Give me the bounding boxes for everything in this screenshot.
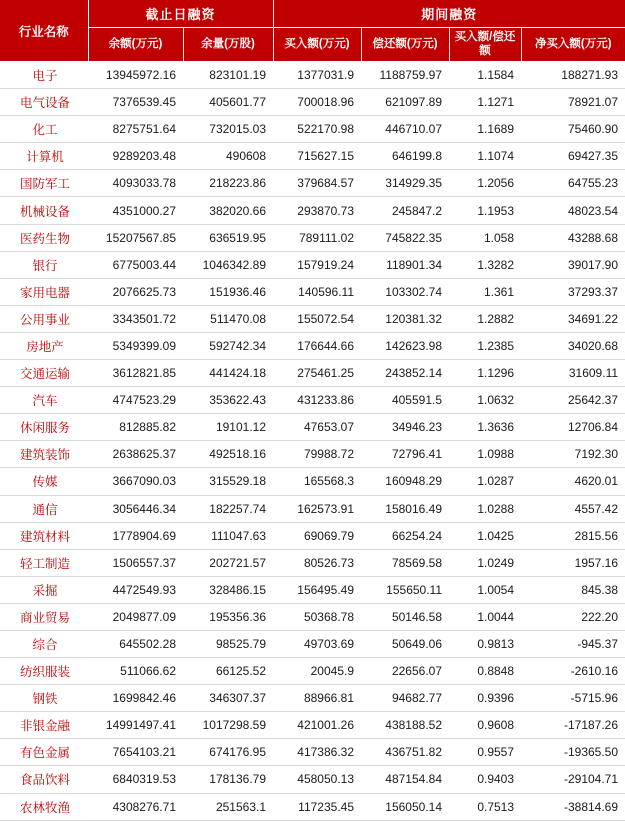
cell-repay-amount: 103302.74 bbox=[361, 278, 449, 305]
table-row bbox=[0, 630, 625, 657]
cell-repay-amount: 34946.23 bbox=[361, 414, 449, 441]
cell-balance-amount: 4308276.71 bbox=[88, 793, 183, 820]
header-net-buy-amount: 净买入额(万元) bbox=[521, 28, 625, 62]
cell-net-buy-amount: -5715.96 bbox=[521, 685, 625, 712]
table-header-group-row bbox=[0, 0, 625, 28]
cell-buy-amount: 379684.57 bbox=[273, 170, 361, 197]
header-buy-amount: 买入额(万元) bbox=[273, 28, 361, 62]
cell-buy-repay-ratio: 1.0988 bbox=[449, 441, 521, 468]
cell-repay-amount: 243852.14 bbox=[361, 360, 449, 387]
cell-balance-amount: 14991497.41 bbox=[88, 712, 183, 739]
cell-balance-volume: 1046342.89 bbox=[183, 251, 273, 278]
cell-buy-amount: 140596.11 bbox=[273, 278, 361, 305]
cell-industry-name: 传媒 bbox=[0, 468, 88, 495]
cell-industry-name: 休闲服务 bbox=[0, 414, 88, 441]
cell-buy-amount: 165568.3 bbox=[273, 468, 361, 495]
cell-repay-amount: 158016.49 bbox=[361, 495, 449, 522]
table-row bbox=[0, 712, 625, 739]
cell-repay-amount: 118901.34 bbox=[361, 251, 449, 278]
cell-balance-amount: 6775003.44 bbox=[88, 251, 183, 278]
table-row bbox=[0, 495, 625, 522]
cell-buy-amount: 69069.79 bbox=[273, 522, 361, 549]
header-industry-name: 行业名称 bbox=[0, 0, 88, 62]
cell-repay-amount: 745822.35 bbox=[361, 224, 449, 251]
cell-repay-amount: 487154.84 bbox=[361, 766, 449, 793]
cell-buy-amount: 155072.54 bbox=[273, 305, 361, 332]
cell-buy-amount: 49703.69 bbox=[273, 630, 361, 657]
cell-balance-amount: 812885.82 bbox=[88, 414, 183, 441]
table-row bbox=[0, 305, 625, 332]
cell-industry-name: 国防军工 bbox=[0, 170, 88, 197]
cell-repay-amount: 78569.58 bbox=[361, 549, 449, 576]
cell-balance-volume: 732015.03 bbox=[183, 116, 273, 143]
cell-balance-volume: 823101.19 bbox=[183, 62, 273, 89]
cell-industry-name: 家用电器 bbox=[0, 278, 88, 305]
cell-balance-volume: 636519.95 bbox=[183, 224, 273, 251]
table-row bbox=[0, 522, 625, 549]
cell-net-buy-amount: 34691.22 bbox=[521, 305, 625, 332]
cell-balance-volume: 674176.95 bbox=[183, 739, 273, 766]
cell-industry-name: 纺织服装 bbox=[0, 658, 88, 685]
header-group-period-margin: 期间融资 bbox=[273, 0, 625, 28]
cell-net-buy-amount: 7192.30 bbox=[521, 441, 625, 468]
cell-balance-volume: 346307.37 bbox=[183, 685, 273, 712]
cell-balance-volume: 218223.86 bbox=[183, 170, 273, 197]
cell-net-buy-amount: 37293.37 bbox=[521, 278, 625, 305]
cell-net-buy-amount: 2815.56 bbox=[521, 522, 625, 549]
cell-buy-amount: 293870.73 bbox=[273, 197, 361, 224]
table-row bbox=[0, 549, 625, 576]
cell-net-buy-amount: 222.20 bbox=[521, 603, 625, 630]
cell-balance-volume: 178136.79 bbox=[183, 766, 273, 793]
cell-buy-amount: 50368.78 bbox=[273, 603, 361, 630]
cell-buy-repay-ratio: 0.9557 bbox=[449, 739, 521, 766]
cell-buy-repay-ratio: 0.9813 bbox=[449, 630, 521, 657]
cell-buy-repay-ratio: 1.3282 bbox=[449, 251, 521, 278]
cell-buy-repay-ratio: 1.2056 bbox=[449, 170, 521, 197]
cell-net-buy-amount: -2610.16 bbox=[521, 658, 625, 685]
cell-balance-amount: 9289203.48 bbox=[88, 143, 183, 170]
cell-industry-name: 交通运输 bbox=[0, 360, 88, 387]
table-row bbox=[0, 468, 625, 495]
table-row bbox=[0, 251, 625, 278]
cell-buy-repay-ratio: 0.7513 bbox=[449, 793, 521, 820]
cell-buy-amount: 417386.32 bbox=[273, 739, 361, 766]
cell-net-buy-amount: 845.38 bbox=[521, 576, 625, 603]
cell-industry-name: 化工 bbox=[0, 116, 88, 143]
cell-industry-name: 计算机 bbox=[0, 143, 88, 170]
header-balance-volume: 余量(万股) bbox=[183, 28, 273, 62]
cell-balance-amount: 1506557.37 bbox=[88, 549, 183, 576]
cell-buy-repay-ratio: 1.361 bbox=[449, 278, 521, 305]
cell-balance-amount: 511066.62 bbox=[88, 658, 183, 685]
cell-balance-volume: 1017298.59 bbox=[183, 712, 273, 739]
cell-buy-amount: 79988.72 bbox=[273, 441, 361, 468]
cell-industry-name: 钢铁 bbox=[0, 685, 88, 712]
cell-repay-amount: 94682.77 bbox=[361, 685, 449, 712]
cell-net-buy-amount: 75460.90 bbox=[521, 116, 625, 143]
cell-balance-volume: 492518.16 bbox=[183, 441, 273, 468]
cell-balance-amount: 1699842.46 bbox=[88, 685, 183, 712]
cell-buy-amount: 162573.91 bbox=[273, 495, 361, 522]
cell-balance-volume: 315529.18 bbox=[183, 468, 273, 495]
table-row bbox=[0, 170, 625, 197]
cell-net-buy-amount: 78921.07 bbox=[521, 89, 625, 116]
cell-buy-repay-ratio: 1.1689 bbox=[449, 116, 521, 143]
cell-balance-amount: 8275751.64 bbox=[88, 116, 183, 143]
table-row bbox=[0, 387, 625, 414]
cell-balance-volume: 195356.36 bbox=[183, 603, 273, 630]
cell-balance-amount: 4093033.78 bbox=[88, 170, 183, 197]
table-row bbox=[0, 278, 625, 305]
cell-balance-amount: 2638625.37 bbox=[88, 441, 183, 468]
cell-industry-name: 建筑装饰 bbox=[0, 441, 88, 468]
table-row bbox=[0, 603, 625, 630]
cell-repay-amount: 72796.41 bbox=[361, 441, 449, 468]
cell-net-buy-amount: 39017.90 bbox=[521, 251, 625, 278]
table-row bbox=[0, 197, 625, 224]
cell-buy-repay-ratio: 1.2882 bbox=[449, 305, 521, 332]
cell-net-buy-amount: -17187.26 bbox=[521, 712, 625, 739]
cell-repay-amount: 156050.14 bbox=[361, 793, 449, 820]
cell-balance-amount: 3056446.34 bbox=[88, 495, 183, 522]
table-header-sub-row bbox=[0, 28, 625, 62]
table-row bbox=[0, 332, 625, 359]
cell-industry-name: 通信 bbox=[0, 495, 88, 522]
cell-buy-repay-ratio: 1.0044 bbox=[449, 603, 521, 630]
cell-industry-name: 房地产 bbox=[0, 332, 88, 359]
cell-net-buy-amount: 43288.68 bbox=[521, 224, 625, 251]
cell-buy-amount: 117235.45 bbox=[273, 793, 361, 820]
cell-industry-name: 采掘 bbox=[0, 576, 88, 603]
cell-net-buy-amount: 25642.37 bbox=[521, 387, 625, 414]
cell-industry-name: 汽车 bbox=[0, 387, 88, 414]
cell-buy-repay-ratio: 0.9608 bbox=[449, 712, 521, 739]
cell-net-buy-amount: 69427.35 bbox=[521, 143, 625, 170]
cell-balance-volume: 490608 bbox=[183, 143, 273, 170]
cell-industry-name: 电子 bbox=[0, 62, 88, 89]
cell-buy-amount: 176644.66 bbox=[273, 332, 361, 359]
header-balance-amount: 余额(万元) bbox=[88, 28, 183, 62]
cell-balance-amount: 5349399.09 bbox=[88, 332, 183, 359]
cell-buy-amount: 80526.73 bbox=[273, 549, 361, 576]
cell-repay-amount: 142623.98 bbox=[361, 332, 449, 359]
cell-buy-repay-ratio: 1.1296 bbox=[449, 360, 521, 387]
cell-balance-volume: 382020.66 bbox=[183, 197, 273, 224]
cell-balance-volume: 151936.46 bbox=[183, 278, 273, 305]
table-row bbox=[0, 685, 625, 712]
cell-balance-amount: 6840319.53 bbox=[88, 766, 183, 793]
table-row bbox=[0, 143, 625, 170]
table-row bbox=[0, 576, 625, 603]
cell-net-buy-amount: 4620.01 bbox=[521, 468, 625, 495]
cell-balance-amount: 645502.28 bbox=[88, 630, 183, 657]
cell-industry-name: 电气设备 bbox=[0, 89, 88, 116]
cell-net-buy-amount: -38814.69 bbox=[521, 793, 625, 820]
table-row bbox=[0, 793, 625, 820]
cell-buy-repay-ratio: 1.2385 bbox=[449, 332, 521, 359]
cell-buy-repay-ratio: 1.1271 bbox=[449, 89, 521, 116]
cell-net-buy-amount: 31609.11 bbox=[521, 360, 625, 387]
cell-balance-amount: 7654103.21 bbox=[88, 739, 183, 766]
cell-buy-amount: 157919.24 bbox=[273, 251, 361, 278]
table-row bbox=[0, 89, 625, 116]
cell-repay-amount: 438188.52 bbox=[361, 712, 449, 739]
cell-buy-amount: 88966.81 bbox=[273, 685, 361, 712]
cell-buy-repay-ratio: 1.1074 bbox=[449, 143, 521, 170]
cell-balance-amount: 3667090.03 bbox=[88, 468, 183, 495]
cell-repay-amount: 22656.07 bbox=[361, 658, 449, 685]
cell-balance-amount: 1778904.69 bbox=[88, 522, 183, 549]
cell-balance-volume: 592742.34 bbox=[183, 332, 273, 359]
cell-balance-amount: 2049877.09 bbox=[88, 603, 183, 630]
cell-balance-volume: 98525.79 bbox=[183, 630, 273, 657]
cell-buy-repay-ratio: 0.8848 bbox=[449, 658, 521, 685]
table-body bbox=[0, 62, 625, 821]
cell-repay-amount: 155650.11 bbox=[361, 576, 449, 603]
cell-industry-name: 有色金属 bbox=[0, 739, 88, 766]
cell-balance-volume: 353622.43 bbox=[183, 387, 273, 414]
cell-buy-amount: 715627.15 bbox=[273, 143, 361, 170]
cell-net-buy-amount: 188271.93 bbox=[521, 62, 625, 89]
cell-balance-amount: 2076625.73 bbox=[88, 278, 183, 305]
cell-balance-amount: 4351000.27 bbox=[88, 197, 183, 224]
cell-repay-amount: 50146.58 bbox=[361, 603, 449, 630]
table-row bbox=[0, 766, 625, 793]
cell-repay-amount: 66254.24 bbox=[361, 522, 449, 549]
cell-buy-amount: 421001.26 bbox=[273, 712, 361, 739]
cell-balance-amount: 15207567.85 bbox=[88, 224, 183, 251]
cell-buy-repay-ratio: 1.1584 bbox=[449, 62, 521, 89]
cell-balance-volume: 405601.77 bbox=[183, 89, 273, 116]
cell-buy-repay-ratio: 1.0249 bbox=[449, 549, 521, 576]
cell-net-buy-amount: 1957.16 bbox=[521, 549, 625, 576]
cell-repay-amount: 245847.2 bbox=[361, 197, 449, 224]
cell-industry-name: 农林牧渔 bbox=[0, 793, 88, 820]
cell-repay-amount: 621097.89 bbox=[361, 89, 449, 116]
cell-balance-amount: 3343501.72 bbox=[88, 305, 183, 332]
table-row bbox=[0, 62, 625, 89]
cell-industry-name: 建筑材料 bbox=[0, 522, 88, 549]
cell-buy-repay-ratio: 1.058 bbox=[449, 224, 521, 251]
table-row bbox=[0, 414, 625, 441]
cell-buy-amount: 789111.02 bbox=[273, 224, 361, 251]
table-row bbox=[0, 658, 625, 685]
cell-industry-name: 机械设备 bbox=[0, 197, 88, 224]
cell-buy-repay-ratio: 1.0288 bbox=[449, 495, 521, 522]
cell-industry-name: 轻工制造 bbox=[0, 549, 88, 576]
cell-buy-amount: 20045.9 bbox=[273, 658, 361, 685]
cell-balance-volume: 19101.12 bbox=[183, 414, 273, 441]
cell-balance-volume: 111047.63 bbox=[183, 522, 273, 549]
cell-repay-amount: 436751.82 bbox=[361, 739, 449, 766]
cell-buy-amount: 47653.07 bbox=[273, 414, 361, 441]
cell-net-buy-amount: -29104.71 bbox=[521, 766, 625, 793]
cell-balance-volume: 202721.57 bbox=[183, 549, 273, 576]
cell-balance-amount: 4472549.93 bbox=[88, 576, 183, 603]
cell-buy-amount: 156495.49 bbox=[273, 576, 361, 603]
cell-industry-name: 公用事业 bbox=[0, 305, 88, 332]
table-row bbox=[0, 116, 625, 143]
cell-industry-name: 商业贸易 bbox=[0, 603, 88, 630]
cell-net-buy-amount: 64755.23 bbox=[521, 170, 625, 197]
cell-industry-name: 非银金融 bbox=[0, 712, 88, 739]
cell-repay-amount: 405591.5 bbox=[361, 387, 449, 414]
cell-buy-repay-ratio: 1.0425 bbox=[449, 522, 521, 549]
cell-industry-name: 医药生物 bbox=[0, 224, 88, 251]
cell-repay-amount: 314929.35 bbox=[361, 170, 449, 197]
cell-net-buy-amount: 12706.84 bbox=[521, 414, 625, 441]
header-buy-repay-ratio: 买入额/偿还额 bbox=[449, 28, 521, 62]
cell-balance-amount: 4747523.29 bbox=[88, 387, 183, 414]
cell-buy-repay-ratio: 1.0632 bbox=[449, 387, 521, 414]
cell-buy-repay-ratio: 0.9396 bbox=[449, 685, 521, 712]
table-row bbox=[0, 360, 625, 387]
cell-industry-name: 综合 bbox=[0, 630, 88, 657]
cell-buy-amount: 275461.25 bbox=[273, 360, 361, 387]
cell-repay-amount: 160948.29 bbox=[361, 468, 449, 495]
cell-balance-volume: 251563.1 bbox=[183, 793, 273, 820]
cell-balance-volume: 511470.08 bbox=[183, 305, 273, 332]
cell-net-buy-amount: 34020.68 bbox=[521, 332, 625, 359]
table-row bbox=[0, 224, 625, 251]
cell-buy-amount: 522170.98 bbox=[273, 116, 361, 143]
cell-net-buy-amount: -945.37 bbox=[521, 630, 625, 657]
cell-buy-amount: 1377031.9 bbox=[273, 62, 361, 89]
cell-repay-amount: 120381.32 bbox=[361, 305, 449, 332]
cell-balance-amount: 7376539.45 bbox=[88, 89, 183, 116]
cell-buy-amount: 458050.13 bbox=[273, 766, 361, 793]
cell-net-buy-amount: 4557.42 bbox=[521, 495, 625, 522]
cell-balance-amount: 13945972.16 bbox=[88, 62, 183, 89]
cell-balance-amount: 3612821.85 bbox=[88, 360, 183, 387]
cell-repay-amount: 446710.07 bbox=[361, 116, 449, 143]
cell-repay-amount: 50649.06 bbox=[361, 630, 449, 657]
cell-buy-repay-ratio: 1.0287 bbox=[449, 468, 521, 495]
cell-balance-volume: 328486.15 bbox=[183, 576, 273, 603]
cell-industry-name: 银行 bbox=[0, 251, 88, 278]
cell-buy-repay-ratio: 1.1953 bbox=[449, 197, 521, 224]
cell-net-buy-amount: 48023.54 bbox=[521, 197, 625, 224]
cell-balance-volume: 182257.74 bbox=[183, 495, 273, 522]
cell-buy-repay-ratio: 0.9403 bbox=[449, 766, 521, 793]
cell-industry-name: 食品饮料 bbox=[0, 766, 88, 793]
table-row bbox=[0, 441, 625, 468]
header-group-closing-margin: 截止日融资 bbox=[88, 0, 273, 28]
cell-repay-amount: 1188759.97 bbox=[361, 62, 449, 89]
cell-balance-volume: 66125.52 bbox=[183, 658, 273, 685]
cell-buy-amount: 700018.96 bbox=[273, 89, 361, 116]
cell-buy-repay-ratio: 1.0054 bbox=[449, 576, 521, 603]
cell-net-buy-amount: -19365.50 bbox=[521, 739, 625, 766]
header-repay-amount: 偿还额(万元) bbox=[361, 28, 449, 62]
cell-buy-amount: 431233.86 bbox=[273, 387, 361, 414]
cell-buy-repay-ratio: 1.3636 bbox=[449, 414, 521, 441]
cell-repay-amount: 646199.8 bbox=[361, 143, 449, 170]
cell-balance-volume: 441424.18 bbox=[183, 360, 273, 387]
